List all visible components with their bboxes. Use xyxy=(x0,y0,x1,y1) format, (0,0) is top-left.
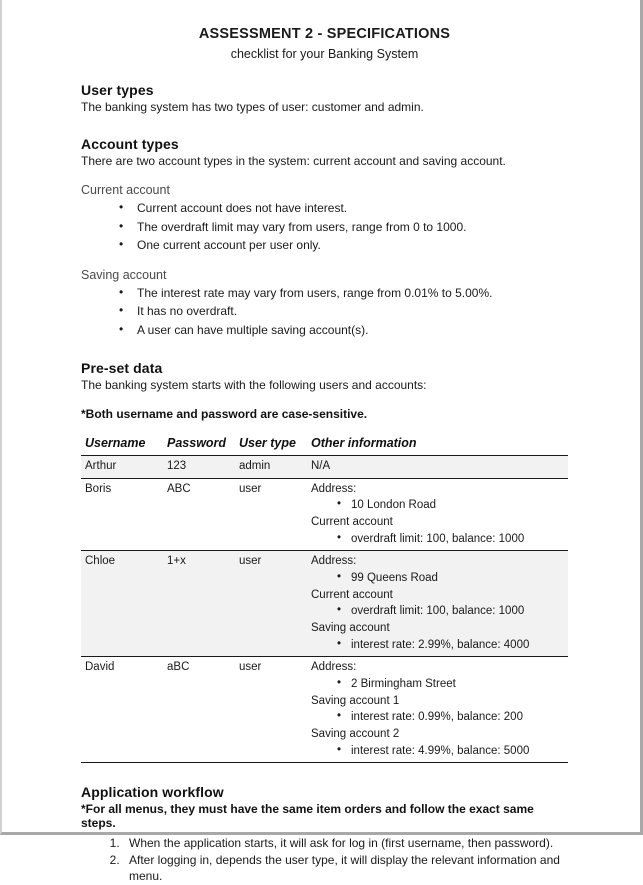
column-header-username: Username xyxy=(81,436,163,456)
cell-password: ABC xyxy=(163,478,235,551)
cell-text-line: N/A xyxy=(311,459,331,472)
cell-password: 123 xyxy=(163,455,235,478)
application-workflow-note: *For all menus, they must have the same item orders and follow the exact same steps. xyxy=(81,802,534,831)
cell-bullet-list xyxy=(311,531,564,548)
cell-text-line: Saving account xyxy=(311,622,390,635)
cell-bullet-list xyxy=(311,676,564,693)
section-heading-preset-data: Pre-set data xyxy=(81,359,163,376)
cell-bullet-list xyxy=(311,743,564,760)
list-item: • interest rate: 2.99%, balance: 4000 xyxy=(337,637,564,654)
table-header-row xyxy=(81,436,568,456)
list-item: • 2 Birmingham Street xyxy=(337,676,564,693)
list-item: • It has no overdraft. xyxy=(119,302,568,320)
table-row xyxy=(81,478,568,551)
bullet-list-saving-account xyxy=(81,284,568,339)
preset-data-table xyxy=(81,436,568,763)
document-subtitle: checklist for your Banking System xyxy=(230,47,419,61)
list-item: • overdraft limit: 100, balance: 1000 xyxy=(337,603,564,620)
table-body xyxy=(81,455,568,762)
cell-password: aBC xyxy=(163,657,235,763)
cell-username: David xyxy=(81,657,163,763)
preset-data-note: *Both username and password are case-sensitive. xyxy=(81,406,368,421)
list-item: • 10 London Road xyxy=(337,497,564,514)
list-item: 2. After logging in, depends the user type, it will display the relevant information and menu. xyxy=(123,852,568,885)
section-body-account-types: There are two account types in the system: current account and saving account. xyxy=(81,154,506,169)
table-row xyxy=(81,657,568,763)
section-heading-application-workflow: Application workflow xyxy=(81,784,224,801)
cell-other-information xyxy=(307,455,568,478)
cell-username: Arthur xyxy=(81,455,163,478)
cell-user-type: user xyxy=(235,478,307,551)
cell-other-information xyxy=(307,478,568,551)
bullet-list-current-account xyxy=(81,199,568,254)
section-body-user-types: The banking system has two types of user: customer and admin. xyxy=(81,100,424,114)
cell-bullet-list xyxy=(311,709,564,726)
cell-bullet-list xyxy=(311,603,564,620)
list-item: • Current account does not have interest. xyxy=(119,199,568,217)
cell-text-line: Address: xyxy=(311,482,357,495)
section-body-preset-data: The banking system starts with the following users and accounts: xyxy=(81,377,427,392)
list-item: • The interest rate may vary from users, range from 0.01% to 5.00%. xyxy=(119,284,568,302)
subheading-current-account: Current account xyxy=(81,183,170,198)
list-item: • interest rate: 4.99%, balance: 5000 xyxy=(337,743,564,760)
cell-user-type: user xyxy=(235,551,307,657)
column-header-user-type: User type xyxy=(235,436,307,456)
cell-user-type: admin xyxy=(235,455,307,478)
list-item: • interest rate: 0.99%, balance: 200 xyxy=(337,709,564,726)
cell-bullet-list xyxy=(311,497,564,514)
table-row xyxy=(81,551,568,657)
cell-password: 1+x xyxy=(163,551,235,657)
column-header-other-information: Other information xyxy=(307,436,568,456)
cell-other-information xyxy=(307,551,568,657)
section-heading-user-types: User types xyxy=(81,82,154,98)
cell-text-line: Current account xyxy=(311,588,393,601)
cell-bullet-list xyxy=(311,637,564,654)
list-item: 1. When the application starts, it will ask for log in (first username, then password). xyxy=(123,835,568,852)
cell-text-line: Current account xyxy=(311,515,393,528)
cell-text-line: Address: xyxy=(311,661,357,674)
section-heading-account-types: Account types xyxy=(81,136,179,153)
table-row xyxy=(81,455,568,478)
cell-text-line: Saving account 2 xyxy=(311,728,400,741)
cell-username: Boris xyxy=(81,478,163,551)
subheading-saving-account: Saving account xyxy=(81,268,167,283)
cell-text-line: Saving account 1 xyxy=(311,694,400,707)
cell-bullet-list xyxy=(311,570,564,587)
list-item: • overdraft limit: 100, balance: 1000 xyxy=(337,531,564,548)
list-item: • 99 Queens Road xyxy=(337,570,564,587)
cell-text-line: Address: xyxy=(311,555,357,568)
document-title: ASSESSMENT 2 - SPECIFICATIONS xyxy=(198,26,451,42)
list-item: • The overdraft limit may vary from users, range from 0 to 1000. xyxy=(119,218,568,236)
list-item: • A user can have multiple saving account(s). xyxy=(119,321,568,339)
cell-other-information xyxy=(307,657,568,763)
page-sheet xyxy=(2,0,640,884)
list-item: • One current account per user only. xyxy=(119,236,568,254)
column-header-password: Password xyxy=(163,436,235,456)
cell-username: Chloe xyxy=(81,551,163,657)
ordered-list-workflow-steps xyxy=(81,835,568,885)
cell-user-type: user xyxy=(235,657,307,763)
